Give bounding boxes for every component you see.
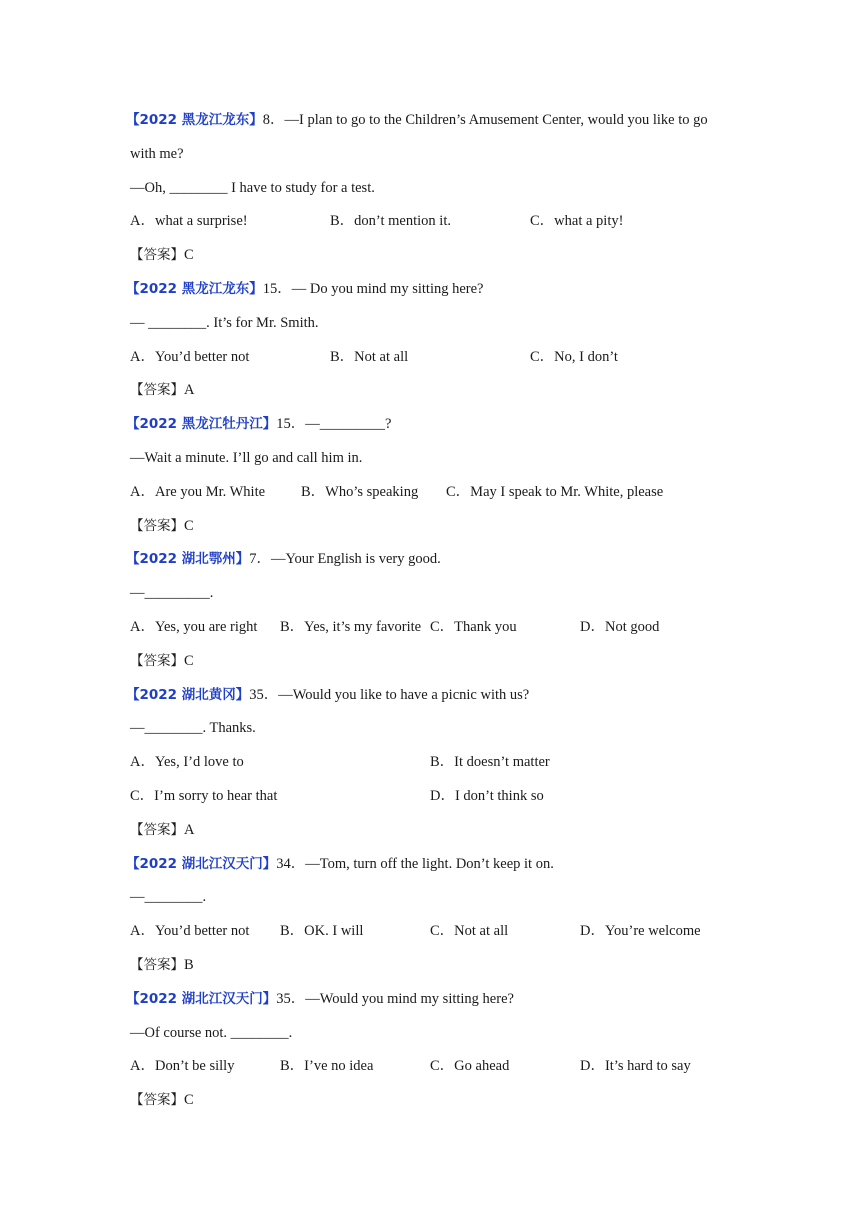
question-text: 15．— Do you mind my sitting here? [262, 280, 484, 297]
question-reply: —Wait a minute. I’ll go and call him in. [130, 449, 363, 466]
question-text: 35．—Would you mind my sitting here? [276, 990, 514, 1007]
option-row [130, 915, 740, 949]
answer-value: C [184, 1092, 194, 1109]
option-b: B．OK. I will [280, 923, 364, 940]
answer-line [130, 374, 740, 408]
question-reply: —Of course not. ________. [130, 1024, 293, 1041]
option-a: A．Yes, you are right [130, 618, 258, 635]
option-d: D．Not good [580, 618, 660, 635]
answer-label: 【答案】 [130, 382, 184, 399]
option-d: D．It’s hard to say [580, 1058, 691, 1075]
answer-line [130, 949, 740, 983]
answer-value: A [184, 382, 195, 399]
question-stem-continued: with me? [130, 145, 184, 162]
question-reply: —________. [130, 889, 207, 906]
answer-label: 【答案】 [130, 247, 184, 264]
answer-line [130, 510, 740, 544]
option-c: C．Not at all [430, 923, 509, 940]
source-tag: 【2022 湖北鄂州】 [126, 551, 250, 568]
option-c: C．May I speak to Mr. White, please [446, 483, 664, 500]
document-page [126, 104, 740, 1118]
question-text: 8．—I plan to go to the Children’s Amusement Center, would you like to go [262, 112, 708, 128]
answer-line [130, 645, 740, 679]
source-tag: 【2022 湖北黄冈】 [126, 686, 250, 703]
question-stem [126, 104, 740, 138]
option-a: A．You’d better not [130, 923, 250, 940]
question-stem [126, 543, 740, 577]
option-a: A．You’d better not [130, 348, 250, 365]
source-tag: 【2022 黑龙江牡丹江】 [126, 416, 277, 433]
option-row [130, 611, 740, 645]
answer-label: 【答案】 [130, 517, 184, 534]
option-a: A．Don’t be silly [130, 1058, 235, 1075]
question-text: 15．—_________? [276, 416, 392, 433]
option-c: C．what a pity! [530, 213, 624, 230]
answer-line [130, 1084, 740, 1118]
option-a: A．Are you Mr. White [130, 483, 266, 500]
question-reply: —_________. [130, 585, 214, 602]
question-reply: —Oh, ________ I have to study for a test. [130, 179, 375, 196]
answer-label: 【答案】 [130, 821, 184, 838]
answer-value: B [184, 956, 194, 973]
question-reply: —________. Thanks. [130, 720, 256, 737]
option-b: B．don’t mention it. [330, 213, 451, 230]
source-tag: 【2022 黑龙江龙东】 [126, 280, 263, 297]
source-tag: 【2022 黑龙江龙东】 [126, 112, 263, 128]
answer-label: 【答案】 [130, 1092, 184, 1109]
question-stem [126, 408, 740, 442]
option-d: D．I don’t think so [430, 787, 544, 804]
answer-line [130, 814, 740, 848]
question-text: 35．—Would you like to have a picnic with us? [249, 686, 530, 703]
option-b: B．Yes, it’s my favorite [280, 618, 422, 635]
question-text: 7．—Your English is very good. [249, 551, 441, 568]
question-stem [126, 679, 740, 713]
question-stem [126, 983, 740, 1017]
option-c: C．Thank you [430, 618, 517, 635]
option-b: B．Not at all [330, 348, 409, 365]
question-stem [126, 848, 740, 882]
option-row [130, 205, 740, 239]
option-c: C．No, I don’t [530, 348, 618, 365]
option-row [130, 1050, 740, 1084]
option-row [130, 476, 740, 510]
option-row [130, 341, 740, 375]
answer-value: C [184, 247, 194, 264]
answer-label: 【答案】 [130, 956, 184, 973]
answer-value: C [184, 517, 194, 534]
option-c: C．Go ahead [430, 1058, 510, 1075]
option-c: C．I’m sorry to hear that [130, 787, 278, 804]
question-text: 34．—Tom, turn off the light. Don’t keep it on. [276, 855, 554, 872]
question-stem [126, 273, 740, 307]
answer-value: A [184, 821, 195, 838]
option-d: D．You’re welcome [580, 923, 701, 940]
option-a: A．Yes, I’d love to [130, 754, 244, 771]
option-row [130, 780, 740, 814]
option-b: B．It doesn’t matter [430, 754, 550, 771]
option-row [130, 746, 740, 780]
option-b: B．Who’s speaking [301, 483, 419, 500]
option-b: B．I’ve no idea [280, 1058, 374, 1075]
answer-line [130, 239, 740, 273]
question-reply: — ________. It’s for Mr. Smith. [130, 314, 319, 331]
answer-label: 【答案】 [130, 652, 184, 669]
answer-value: C [184, 652, 194, 669]
source-tag: 【2022 湖北江汉天门】 [126, 855, 277, 872]
source-tag: 【2022 湖北江汉天门】 [126, 990, 277, 1007]
option-a: A．what a surprise! [130, 213, 248, 230]
